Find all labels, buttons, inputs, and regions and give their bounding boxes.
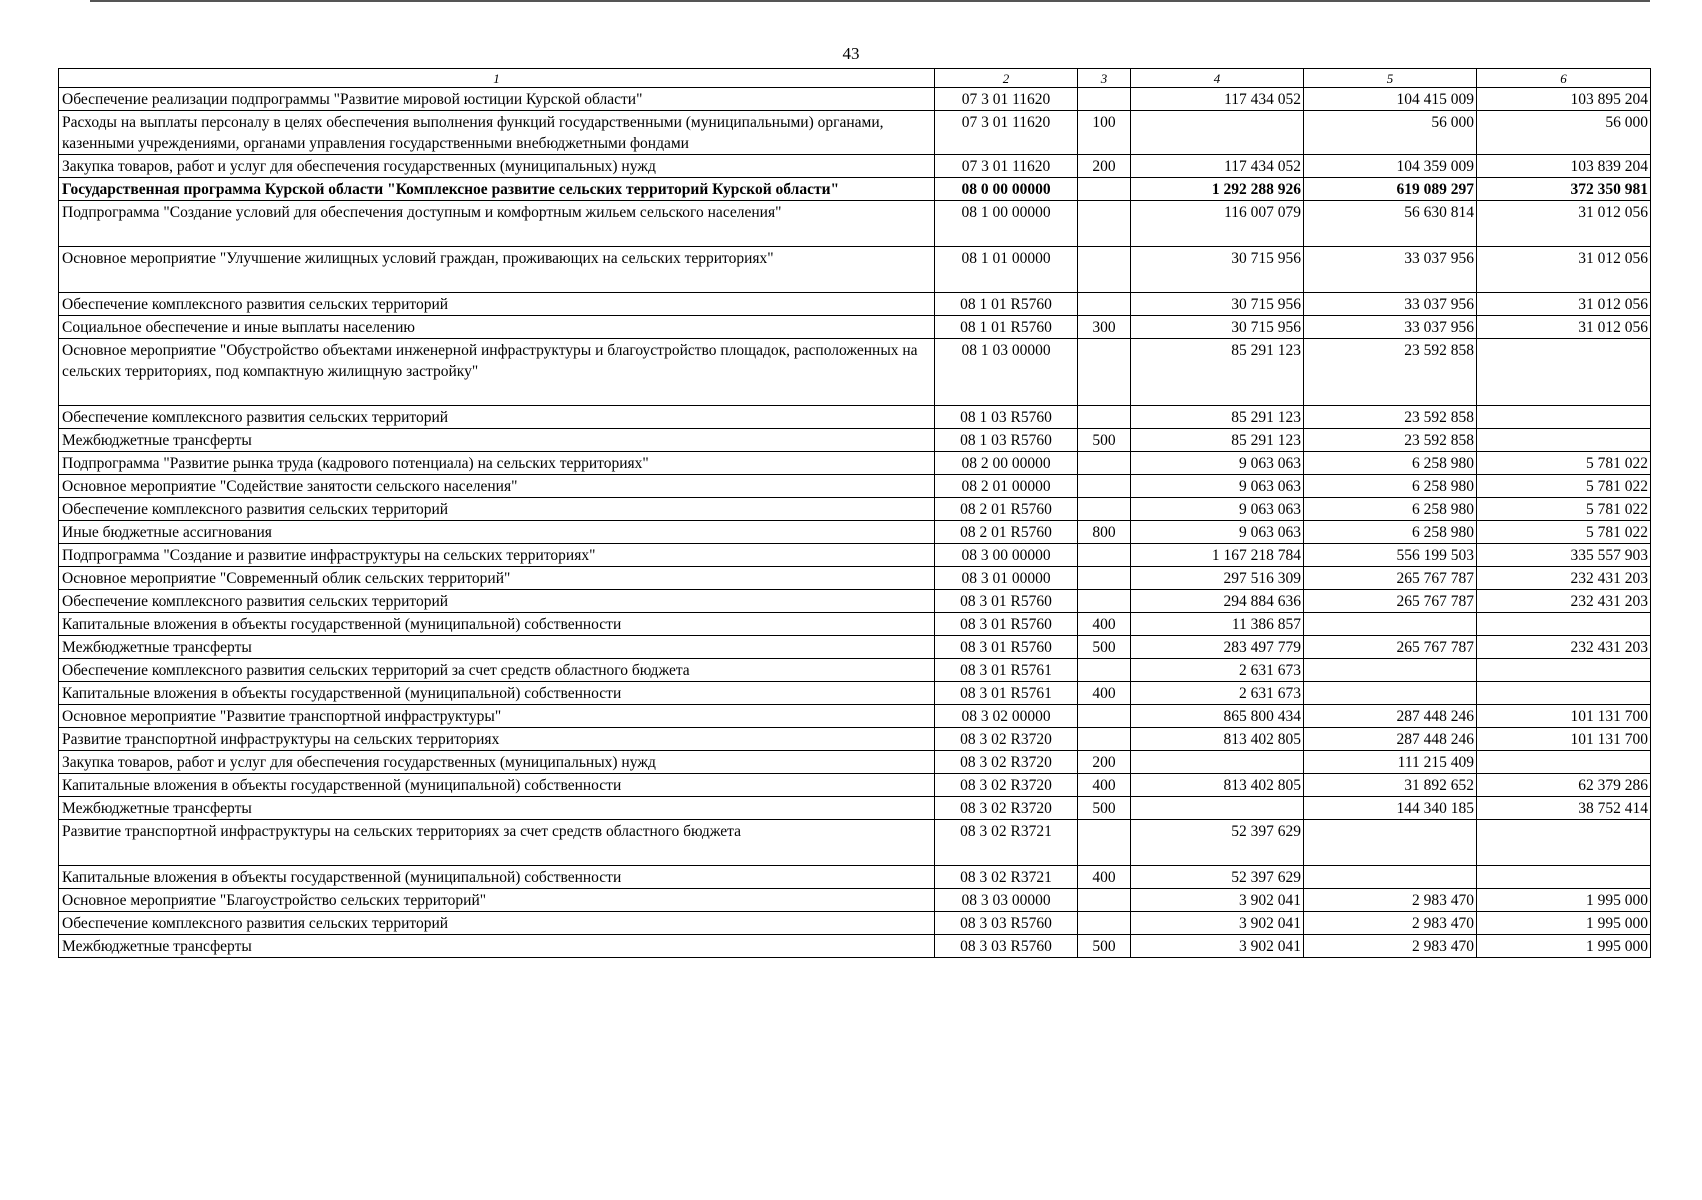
amount-cell-col6: 5 781 022 [1477,452,1651,475]
item-name-cell: Основное мероприятие "Улучшение жилищных условий граждан, проживающих на сельских территориях" [59,247,935,293]
amount-cell-col4: 283 497 779 [1131,636,1304,659]
target-article-code-cell: 08 1 00 00000 [935,201,1078,247]
table-row [59,728,1651,751]
table-row [59,521,1651,544]
amount-cell-col4: 813 402 805 [1131,774,1304,797]
amount-cell-col6: 101 131 700 [1477,728,1651,751]
column-number: 6 [1477,69,1651,88]
table-row [59,866,1651,889]
table-row [59,705,1651,728]
expense-type-cell [1078,590,1131,613]
item-name-cell: Межбюджетные трансферты [59,636,935,659]
amount-cell-col6: 232 431 203 [1477,636,1651,659]
table-row [59,339,1651,406]
expense-type-cell: 500 [1078,636,1131,659]
item-name-cell: Закупка товаров, работ и услуг для обеспечения государственных (муниципальных) нужд [59,751,935,774]
table-row [59,567,1651,590]
expense-type-cell [1078,247,1131,293]
column-number: 4 [1131,69,1304,88]
target-article-code-cell: 08 3 02 R3720 [935,728,1078,751]
amount-cell-col5: 556 199 503 [1304,544,1477,567]
item-name-cell: Обеспечение реализации подпрограммы "Развитие мировой юстиции Курской области" [59,88,935,111]
target-article-code-cell: 08 1 01 R5760 [935,316,1078,339]
item-name-cell: Межбюджетные трансферты [59,935,935,958]
table-row [59,682,1651,705]
amount-cell-col4: 117 434 052 [1131,155,1304,178]
amount-cell-col4: 85 291 123 [1131,406,1304,429]
amount-cell-col5: 619 089 297 [1304,178,1477,201]
amount-cell-col6: 56 000 [1477,111,1651,155]
amount-cell-col4: 30 715 956 [1131,247,1304,293]
expense-type-cell: 200 [1078,155,1131,178]
item-name-cell: Обеспечение комплексного развития сельских территорий за счет средств областного бюджета [59,659,935,682]
table-row [59,316,1651,339]
amount-cell-col4: 9 063 063 [1131,475,1304,498]
expense-type-cell [1078,544,1131,567]
item-name-cell: Основное мероприятие "Современный облик сельских территорий" [59,567,935,590]
amount-cell-col4: 813 402 805 [1131,728,1304,751]
table-row [59,88,1651,111]
expense-type-cell [1078,452,1131,475]
expense-type-cell [1078,912,1131,935]
target-article-code-cell: 08 3 03 00000 [935,889,1078,912]
target-article-code-cell: 08 3 02 R3721 [935,820,1078,866]
target-article-code-cell: 08 0 00 00000 [935,178,1078,201]
amount-cell-col4: 1 167 218 784 [1131,544,1304,567]
amount-cell-col6: 31 012 056 [1477,201,1651,247]
table-row [59,889,1651,912]
item-name-cell: Иные бюджетные ассигнования [59,521,935,544]
target-article-code-cell: 08 3 02 R3720 [935,774,1078,797]
target-article-code-cell: 08 3 01 R5761 [935,682,1078,705]
amount-cell-col5 [1304,682,1477,705]
amount-cell-col5: 265 767 787 [1304,590,1477,613]
table-row [59,820,1651,866]
amount-cell-col6 [1477,339,1651,406]
amount-cell-col4: 117 434 052 [1131,88,1304,111]
amount-cell-col4 [1131,797,1304,820]
target-article-code-cell: 08 3 03 R5760 [935,912,1078,935]
amount-cell-col4: 297 516 309 [1131,567,1304,590]
expense-type-cell: 200 [1078,751,1131,774]
expense-type-cell [1078,889,1131,912]
top-rule [90,0,1650,2]
amount-cell-col5 [1304,659,1477,682]
target-article-code-cell: 08 3 02 R3720 [935,797,1078,820]
column-number: 3 [1078,69,1131,88]
amount-cell-col6: 5 781 022 [1477,498,1651,521]
amount-cell-col4: 52 397 629 [1131,866,1304,889]
amount-cell-col5: 33 037 956 [1304,316,1477,339]
amount-cell-col4: 3 902 041 [1131,935,1304,958]
target-article-code-cell: 08 3 01 R5760 [935,636,1078,659]
table-row [59,247,1651,293]
item-name-cell: Обеспечение комплексного развития сельских территорий [59,406,935,429]
target-article-code-cell: 08 2 01 R5760 [935,498,1078,521]
expense-type-cell [1078,498,1131,521]
expense-type-cell [1078,728,1131,751]
amount-cell-col4: 11 386 857 [1131,613,1304,636]
amount-cell-col6 [1477,429,1651,452]
amount-cell-col6: 372 350 981 [1477,178,1651,201]
amount-cell-col5: 265 767 787 [1304,567,1477,590]
amount-cell-col4 [1131,111,1304,155]
amount-cell-col6: 38 752 414 [1477,797,1651,820]
table-row [59,636,1651,659]
table-row [59,498,1651,521]
amount-cell-col5: 31 892 652 [1304,774,1477,797]
item-name-cell: Межбюджетные трансферты [59,797,935,820]
amount-cell-col5: 2 983 470 [1304,912,1477,935]
amount-cell-col5: 56 630 814 [1304,201,1477,247]
item-name-cell: Капитальные вложения в объекты государственной (муниципальной) собственности [59,682,935,705]
amount-cell-col5: 23 592 858 [1304,339,1477,406]
target-article-code-cell: 08 3 01 R5761 [935,659,1078,682]
amount-cell-col6 [1477,751,1651,774]
column-number: 1 [59,69,935,88]
expense-type-cell: 400 [1078,774,1131,797]
amount-cell-col5: 56 000 [1304,111,1477,155]
item-name-cell: Закупка товаров, работ и услуг для обеспечения государственных (муниципальных) нужд [59,155,935,178]
target-article-code-cell: 08 3 03 R5760 [935,935,1078,958]
expense-type-cell [1078,201,1131,247]
amount-cell-col5 [1304,866,1477,889]
item-name-cell: Капитальные вложения в объекты государственной (муниципальной) собственности [59,613,935,636]
table-row [59,293,1651,316]
item-name-cell: Развитие транспортной инфраструктуры на сельских территориях за счет средств областного бюджета [59,820,935,866]
item-name-cell: Основное мероприятие "Обустройство объектами инженерной инфраструктуры и благоустройство площадок, расположенных на сельских территориях, под компактную жилищную застройку" [59,339,935,406]
amount-cell-col4: 30 715 956 [1131,293,1304,316]
amount-cell-col4: 3 902 041 [1131,889,1304,912]
table-row [59,590,1651,613]
amount-cell-col4: 2 631 673 [1131,682,1304,705]
amount-cell-col6 [1477,820,1651,866]
table-row [59,475,1651,498]
target-article-code-cell: 08 3 01 R5760 [935,613,1078,636]
table-row [59,544,1651,567]
amount-cell-col5: 2 983 470 [1304,935,1477,958]
table-row [59,178,1651,201]
amount-cell-col6 [1477,659,1651,682]
column-number: 5 [1304,69,1477,88]
target-article-code-cell: 07 3 01 11620 [935,88,1078,111]
item-name-cell: Социальное обеспечение и иные выплаты населению [59,316,935,339]
expense-type-cell: 400 [1078,682,1131,705]
amount-cell-col5: 144 340 185 [1304,797,1477,820]
item-name-cell: Подпрограмма "Создание и развитие инфраструктуры на сельских территориях" [59,544,935,567]
amount-cell-col6 [1477,866,1651,889]
expense-type-cell [1078,820,1131,866]
amount-cell-col6: 62 379 286 [1477,774,1651,797]
target-article-code-cell: 08 3 02 R3720 [935,751,1078,774]
amount-cell-col4: 9 063 063 [1131,521,1304,544]
expense-type-cell [1078,475,1131,498]
amount-cell-col4: 9 063 063 [1131,498,1304,521]
target-article-code-cell: 08 1 03 R5760 [935,406,1078,429]
amount-cell-col6: 103 895 204 [1477,88,1651,111]
amount-cell-col5: 265 767 787 [1304,636,1477,659]
target-article-code-cell: 08 2 01 R5760 [935,521,1078,544]
amount-cell-col5: 6 258 980 [1304,498,1477,521]
item-name-cell: Развитие транспортной инфраструктуры на сельских территориях [59,728,935,751]
amount-cell-col5: 287 448 246 [1304,728,1477,751]
amount-cell-col6: 1 995 000 [1477,889,1651,912]
amount-cell-col4: 85 291 123 [1131,429,1304,452]
item-name-cell: Основное мероприятие "Благоустройство сельских территорий" [59,889,935,912]
item-name-cell: Капитальные вложения в объекты государственной (муниципальной) собственности [59,774,935,797]
amount-cell-col5: 111 215 409 [1304,751,1477,774]
item-name-cell: Основное мероприятие "Содействие занятости сельского населения" [59,475,935,498]
amount-cell-col4 [1131,751,1304,774]
item-name-cell: Подпрограмма "Развитие рынка труда (кадрового потенциала) на сельских территориях" [59,452,935,475]
target-article-code-cell: 08 2 01 00000 [935,475,1078,498]
amount-cell-col6: 335 557 903 [1477,544,1651,567]
expense-type-cell: 300 [1078,316,1131,339]
expense-type-cell [1078,293,1131,316]
target-article-code-cell: 08 3 01 R5760 [935,590,1078,613]
amount-cell-col5: 6 258 980 [1304,475,1477,498]
target-article-code-cell: 08 3 02 R3721 [935,866,1078,889]
table-body [59,88,1651,958]
amount-cell-col5 [1304,820,1477,866]
expense-type-cell [1078,705,1131,728]
amount-cell-col6: 31 012 056 [1477,293,1651,316]
expense-type-cell: 400 [1078,613,1131,636]
target-article-code-cell: 07 3 01 11620 [935,111,1078,155]
target-article-code-cell: 08 1 03 00000 [935,339,1078,406]
table-row [59,155,1651,178]
item-name-cell: Обеспечение комплексного развития сельских территорий [59,590,935,613]
amount-cell-col6: 1 995 000 [1477,935,1651,958]
amount-cell-col6: 5 781 022 [1477,475,1651,498]
amount-cell-col6: 103 839 204 [1477,155,1651,178]
expense-type-cell [1078,659,1131,682]
amount-cell-col5: 6 258 980 [1304,521,1477,544]
expense-type-cell: 500 [1078,429,1131,452]
table-row [59,452,1651,475]
table-row [59,797,1651,820]
amount-cell-col4: 30 715 956 [1131,316,1304,339]
expense-type-cell [1078,178,1131,201]
item-name-cell: Межбюджетные трансферты [59,429,935,452]
expense-type-cell [1078,567,1131,590]
expense-type-cell: 100 [1078,111,1131,155]
table-row [59,912,1651,935]
item-name-cell: Обеспечение комплексного развития сельских территорий [59,498,935,521]
item-name-cell: Обеспечение комплексного развития сельских территорий [59,293,935,316]
amount-cell-col6: 232 431 203 [1477,567,1651,590]
amount-cell-col4: 1 292 288 926 [1131,178,1304,201]
item-name-cell: Капитальные вложения в объекты государственной (муниципальной) собственности [59,866,935,889]
expense-type-cell: 400 [1078,866,1131,889]
expense-type-cell: 500 [1078,935,1131,958]
table-row [59,111,1651,155]
budget-table-container [58,68,1650,958]
column-number: 2 [935,69,1078,88]
page-number: 43 [842,44,860,63]
amount-cell-col6: 1 995 000 [1477,912,1651,935]
target-article-code-cell: 07 3 01 11620 [935,155,1078,178]
target-article-code-cell: 08 3 02 00000 [935,705,1078,728]
amount-cell-col5: 23 592 858 [1304,406,1477,429]
item-name-cell: Обеспечение комплексного развития сельских территорий [59,912,935,935]
item-name-cell: Государственная программа Курской области "Комплексное развитие сельских территорий Курской области" [59,178,935,201]
amount-cell-col5: 104 415 009 [1304,88,1477,111]
amount-cell-col5: 23 592 858 [1304,429,1477,452]
amount-cell-col5: 33 037 956 [1304,247,1477,293]
amount-cell-col6: 31 012 056 [1477,247,1651,293]
amount-cell-col6: 5 781 022 [1477,521,1651,544]
amount-cell-col5: 287 448 246 [1304,705,1477,728]
table-row [59,751,1651,774]
expense-type-cell: 500 [1078,797,1131,820]
table-row [59,613,1651,636]
amount-cell-col4: 2 631 673 [1131,659,1304,682]
amount-cell-col4: 294 884 636 [1131,590,1304,613]
amount-cell-col4: 52 397 629 [1131,820,1304,866]
target-article-code-cell: 08 2 00 00000 [935,452,1078,475]
target-article-code-cell: 08 1 01 R5760 [935,293,1078,316]
amount-cell-col6: 101 131 700 [1477,705,1651,728]
table-row [59,429,1651,452]
expense-type-cell [1078,88,1131,111]
amount-cell-col5: 2 983 470 [1304,889,1477,912]
table-row [59,935,1651,958]
amount-cell-col4: 116 007 079 [1131,201,1304,247]
amount-cell-col5 [1304,613,1477,636]
target-article-code-cell: 08 1 01 00000 [935,247,1078,293]
column-number-row [59,69,1651,88]
table-row [59,406,1651,429]
table-row [59,201,1651,247]
item-name-cell: Расходы на выплаты персоналу в целях обеспечения выполнения функций государственными (муниципальными) органами, казенными учреждениями, органами управления государственными внебюджетными фондами [59,111,935,155]
amount-cell-col4: 85 291 123 [1131,339,1304,406]
target-article-code-cell: 08 3 00 00000 [935,544,1078,567]
amount-cell-col6 [1477,682,1651,705]
item-name-cell: Основное мероприятие "Развитие транспортной инфраструктуры" [59,705,935,728]
expense-type-cell [1078,339,1131,406]
expense-type-cell [1078,406,1131,429]
item-name-cell: Подпрограмма "Создание условий для обеспечения доступным и комфортным жильем сельского населения" [59,201,935,247]
amount-cell-col5: 33 037 956 [1304,293,1477,316]
amount-cell-col6 [1477,613,1651,636]
amount-cell-col4: 3 902 041 [1131,912,1304,935]
amount-cell-col4: 865 800 434 [1131,705,1304,728]
amount-cell-col5: 104 359 009 [1304,155,1477,178]
table-row [59,774,1651,797]
amount-cell-col6: 232 431 203 [1477,590,1651,613]
budget-table [58,68,1651,958]
amount-cell-col6 [1477,406,1651,429]
amount-cell-col6: 31 012 056 [1477,316,1651,339]
target-article-code-cell: 08 1 03 R5760 [935,429,1078,452]
expense-type-cell: 800 [1078,521,1131,544]
table-row [59,659,1651,682]
amount-cell-col5: 6 258 980 [1304,452,1477,475]
amount-cell-col4: 9 063 063 [1131,452,1304,475]
target-article-code-cell: 08 3 01 00000 [935,567,1078,590]
